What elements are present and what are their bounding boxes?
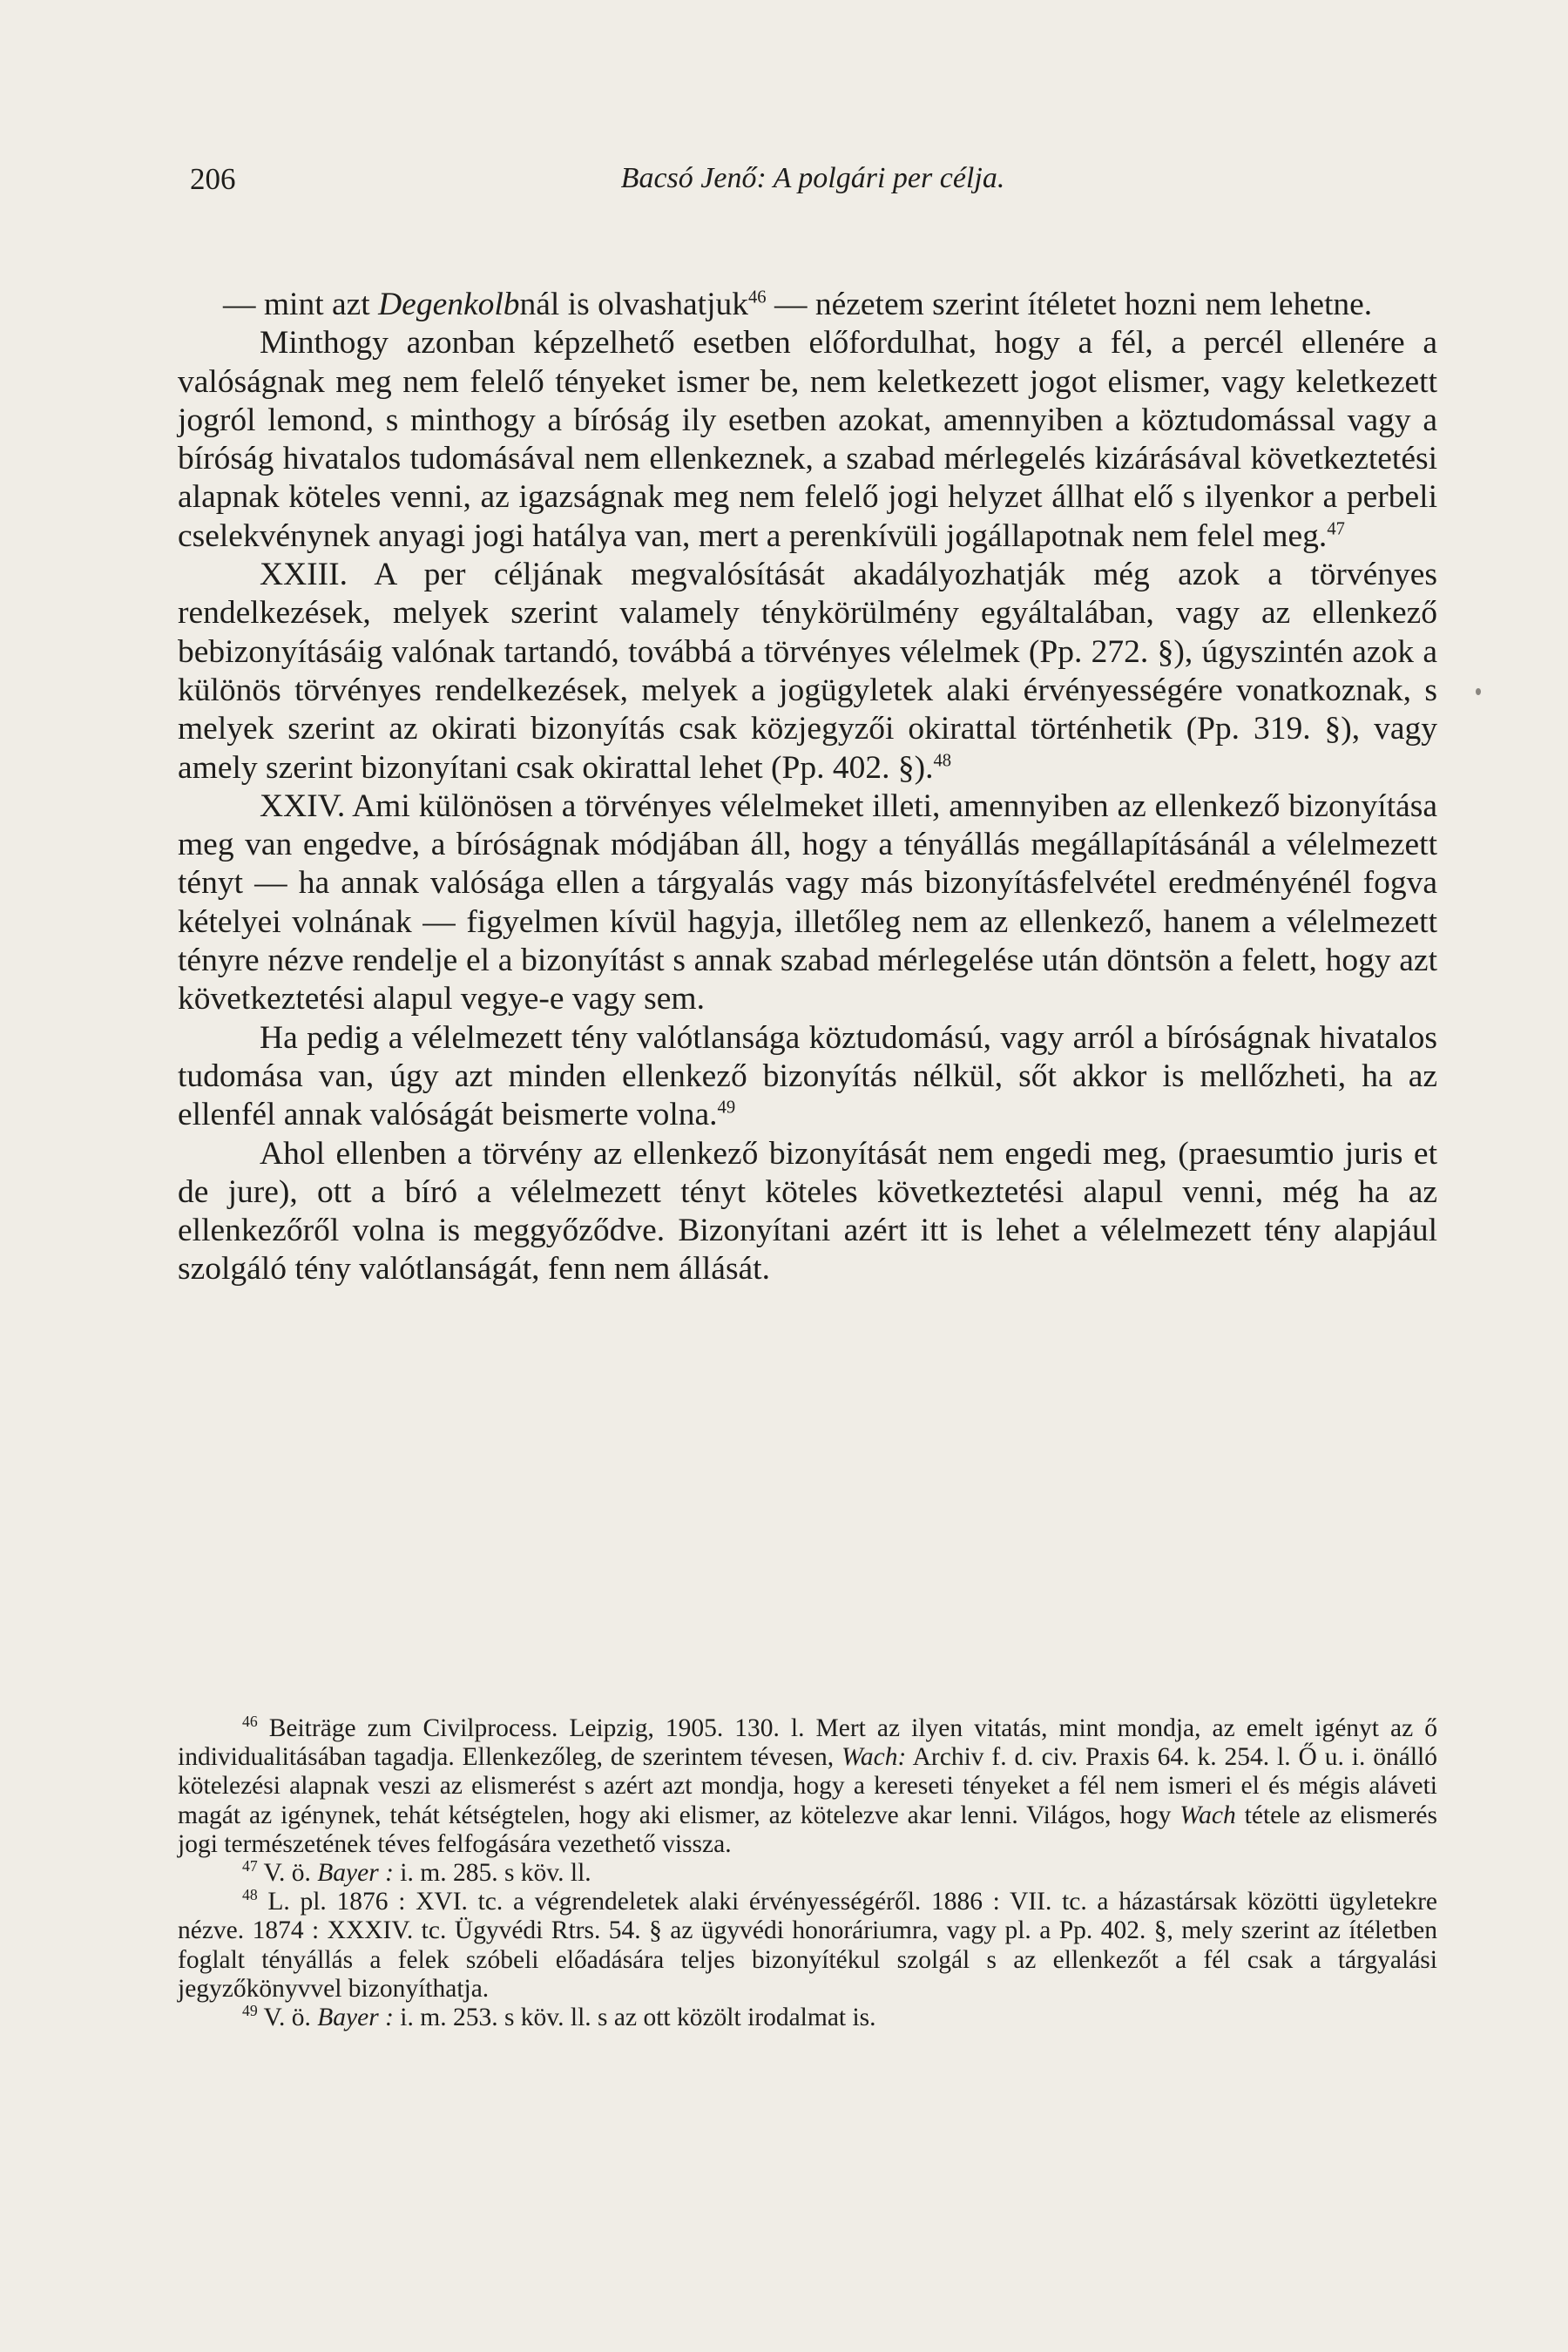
footnotes	[178, 1714, 1437, 2032]
text-run: XXIII. A per céljának megvalósítását akadályozhatják még azok a törvényes rendelkezések, melyek szerint valamely ténykörülmény egyáltalában, vagy az ellenkező bebizonyításáig valónak tartandó, továbbá a törvényes vélelmek (Pp. 272. §), úgyszintén azok a különös törvényes rendelkezések, melyek a jogügyletek alaki érvényességére vonatkoznak, s melyek szerint az okirati bizonyítás csak közjegyzői okirattal történhetik (Pp. 319. §), vagy amely szerint bizonyítani csak okirattal lehet (Pp. 402. §).	[178, 557, 1437, 786]
author-name: Wach:	[841, 1743, 907, 1772]
running-title: Bacsó Jenő: A polgári per célja.	[620, 162, 1005, 194]
footnote-number: 46	[242, 1713, 258, 1731]
page-header	[190, 162, 1436, 206]
paragraph	[178, 1019, 1437, 1135]
text-run: tétele az elismerés jogi természetének téves felfogására vezethető vissza.	[178, 1801, 1437, 1858]
text-run: L. pl. 1876 : XVI. tc. a végrendeletek alaki érvényességéről. 1886 : VII. tc. a házastársak közötti ügyletekre nézve. 1874 : XXXIV. tc. Ügyvédi Rtrs. 54. § az ügyvédi honoráriumra, vagy pl. a Pp. 402. §, mely szerint az ítéletben foglalt tényállás a felek szóbeli előadására teljes bizonyítékul szolgál s az ellenkezőt a fél csak a tárgyalási jegyzőkönyvvel bizonyíthatja.	[178, 1888, 1437, 2003]
author-name: Degenkolb	[378, 287, 520, 322]
footnote-48	[178, 1888, 1437, 2004]
footnote-47	[178, 1859, 1437, 1888]
text-run: Ahol ellenben a törvény az ellenkező bizonyítását nem engedi meg, (praesumtio juris et de jure), ott a bíró a vélelmezett tényt köteles következtetési alapul venni, még ha az ellenkezőről volna is meggyőződve. Bizonyítani azért itt is lehet a vélelmezett tény alapjául szolgáló tény valótlanságát, fenn nem állását.	[178, 1135, 1437, 1288]
author-name: Bayer :	[317, 2004, 394, 2032]
footnote-49	[178, 2004, 1437, 2032]
footnote-ref: 47	[1327, 519, 1345, 539]
footnote-46	[178, 1714, 1437, 1859]
paragraph-section-xxiii	[178, 556, 1437, 787]
text-run: V. ö.	[257, 2004, 318, 2032]
text-run: i. m. 253. s köv. ll. s az ott közölt irodalmat is.	[393, 2004, 876, 2032]
text-run: Minthogy azonban képzelhető esetben előfordulhat, hogy a fél, a percél ellenére a valóságnak meg nem felelő tényeket ismer be, nem keletkezett jogot elismer, vagy keletkezett jogról lemond, s minthogy a bíróság ily esetben azokat, amennyiben a köztudomással vagy a bíróság hivatalos tudomásával nem ellenkeznek, a szabad mérlegelés kizárásával következtetési alapnak köteles venni, az igazságnak meg nem felelő jogi helyzet állhat elő s ilyenkor a perbeli cselekvénynek anyagi jogi hatálya van, mert a perenkívüli jogállapotnak nem felel meg.	[178, 325, 1437, 554]
paragraph	[178, 324, 1437, 556]
footnote-ref: 48	[933, 751, 952, 771]
text-run: i. m. 285. s köv. ll.	[393, 1859, 591, 1888]
footnote-ref: 46	[748, 287, 767, 308]
text-run: — mint azt	[223, 287, 379, 322]
footnote-number: 48	[242, 1886, 258, 1904]
text-run: Ha pedig a vélelmezett tény valótlansága köztudomású, vagy arról a bíróságnak hivatalos tudomása van, úgy azt minden ellenkező bizonyítás nélkül, sőt akkor is mellőzheti, ha az ellenfél annak valóságát beismerte volna.	[178, 1019, 1437, 1133]
footnote-number: 49	[242, 2002, 258, 2020]
text-run: Beiträge zum Civilprocess. Leipzig, 1905. 130. l. Mert az ilyen vitatás, mint mondja, az emelt igényt az ő individualitásában tagadja. Ellenkezőleg, de szerintem tévesen,	[178, 1714, 1437, 1772]
text-run: V. ö.	[257, 1859, 318, 1888]
page-number: 206	[190, 162, 236, 196]
paragraph-continuation	[178, 286, 1437, 324]
footnote-ref: 49	[717, 1098, 736, 1118]
body-text	[178, 286, 1437, 1289]
paragraph-section-xxiv	[178, 787, 1437, 1019]
author-name: Bayer :	[317, 1859, 394, 1888]
footnote-number: 47	[242, 1857, 258, 1876]
text-run: XXIV. Ami különösen a törvényes vélelmeket illeti, amennyiben az ellenkező bizonyítása meg van engedve, a bíróságnak módjában áll, hogy a tényállás megállapításánál a vélelmezett tényt — ha annak valósága ellen a tárgyalás vagy más bizonyításfelvétel eredményénél fogva kételyei volnának — figyelmen kívül hagyja, illetőleg nem az ellenkező, hanem a vélelmezett tényre nézve rendelje el a bizonyítást s annak szabad mérlegelése után döntsön a felett, hogy azt következtetési alapul vegye-e vagy sem.	[178, 787, 1437, 1017]
paragraph	[178, 1135, 1437, 1289]
margin-speck	[1476, 688, 1481, 695]
text-run: nál is olvashatjuk	[519, 287, 748, 322]
text-run: Archiv f. d. civ. Praxis 64. k. 254. l. Ő u. i. önálló kötelezési alapnak veszi az elismerést s azért azt mondja, hogy a kereseti tényeket a fél nem ismeri el és mégis aláveti magát az igénynek, tehát kétségtelen, hogy aki elismer, az kötelezve akar lenni. Világos, hogy	[178, 1743, 1437, 1829]
text-run: — nézetem szerint ítéletet hozni nem lehetne.	[766, 287, 1373, 322]
author-name: Wach	[1179, 1801, 1236, 1829]
